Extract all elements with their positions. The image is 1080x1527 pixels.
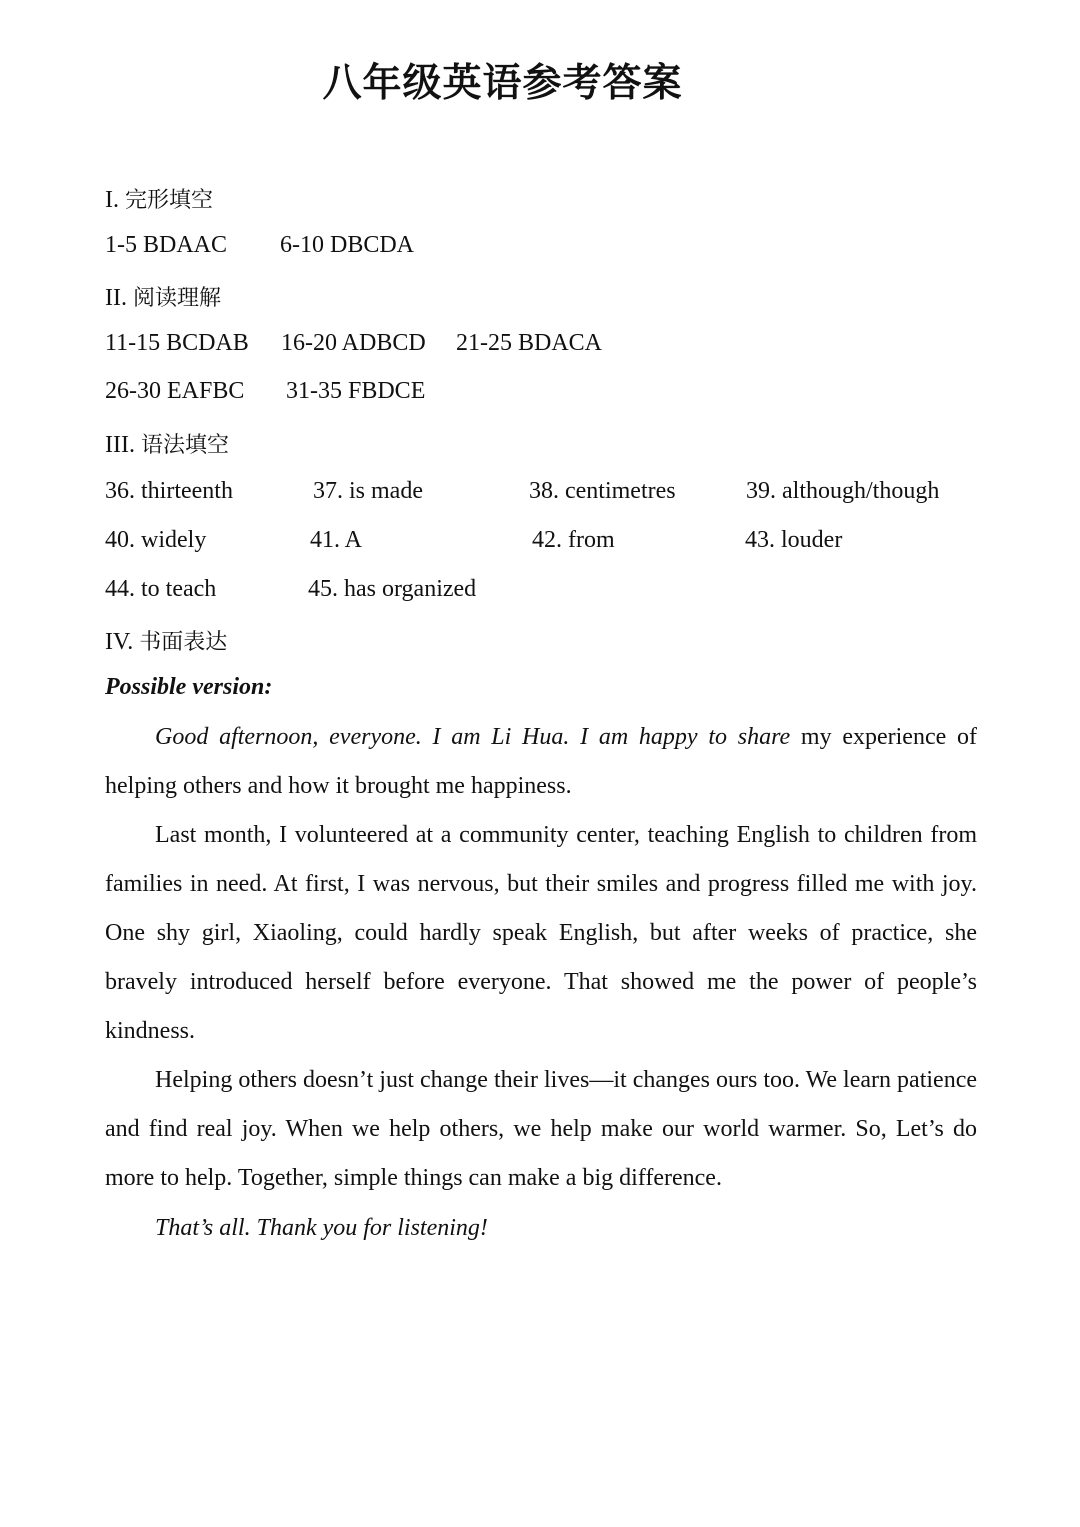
grammar-answer: 41. A [310, 527, 363, 553]
answer-group: 26-30 EAFBC [105, 378, 245, 404]
answer-group: 6-10 DBCDA [280, 232, 415, 258]
grammar-answer: 43. louder [745, 527, 843, 553]
essay-paragraph-3: Helping others doesn’t just change their lives—it changes ours too. We learn patience and find real joy. When we help others, we help make our world warmer. So, Let’s do more to help. Together, simple things can make a big difference. [105, 1067, 977, 1191]
section-number: III. [105, 432, 135, 458]
section-name: 完形填空 [125, 188, 214, 213]
answer-group: 31-35 FBDCE [286, 378, 426, 404]
essay-greeting: Good afternoon, everyone. I am Li Hua. I am happy to share [155, 724, 791, 750]
essay-text: my experience of helping others and how it brought me happiness. [105, 724, 977, 799]
answer-group: 21-25 BDACA [456, 330, 603, 356]
section-name: 阅读理解 [132, 286, 221, 311]
essay-paragraph-2: Last month, I volunteered at a community center, teaching English to children from families in need. At first, I was nervous, but their smiles and progress filled me with joy. One shy girl, Xiaoling, could hardly speak English, but after weeks of practice, she bravely introduced herself before everyone. That showed me the power of people’s kindness. [105, 822, 977, 1044]
section-number: I. [105, 187, 119, 213]
essay-closing: That’s all. Thank you for listening! [155, 1215, 488, 1241]
grammar-answer: 45. has organized [308, 576, 477, 602]
section-number: IV. [105, 629, 134, 655]
grammar-answer: 37. is made [313, 478, 423, 504]
grammar-answer: 40. widely [105, 527, 207, 553]
answer-group: 1-5 BDAAC [105, 232, 228, 258]
page-title: 八年级英语参考答案 [322, 61, 683, 106]
essay-paragraph-1 [105, 713, 977, 811]
grammar-answer: 36. thirteenth [105, 478, 233, 504]
section-name: 语法填空 [140, 433, 229, 458]
section-heading-cloze [105, 183, 213, 214]
grammar-answer: 44. to teach [105, 576, 217, 602]
grammar-answer: 38. centimetres [529, 478, 676, 504]
section-heading-grammar [105, 428, 229, 459]
section-name: 书面表达 [139, 630, 228, 655]
section-number: II. [105, 285, 127, 311]
possible-version-label: Possible version: [105, 674, 273, 700]
answer-group: 11-15 BCDAB [105, 330, 249, 356]
grammar-answer: 42. from [532, 527, 615, 553]
section-heading-writing [105, 625, 227, 656]
section-heading-reading [105, 281, 221, 312]
answer-group: 16-20 ADBCD [281, 330, 426, 356]
grammar-answer: 39. although/though [746, 478, 940, 504]
